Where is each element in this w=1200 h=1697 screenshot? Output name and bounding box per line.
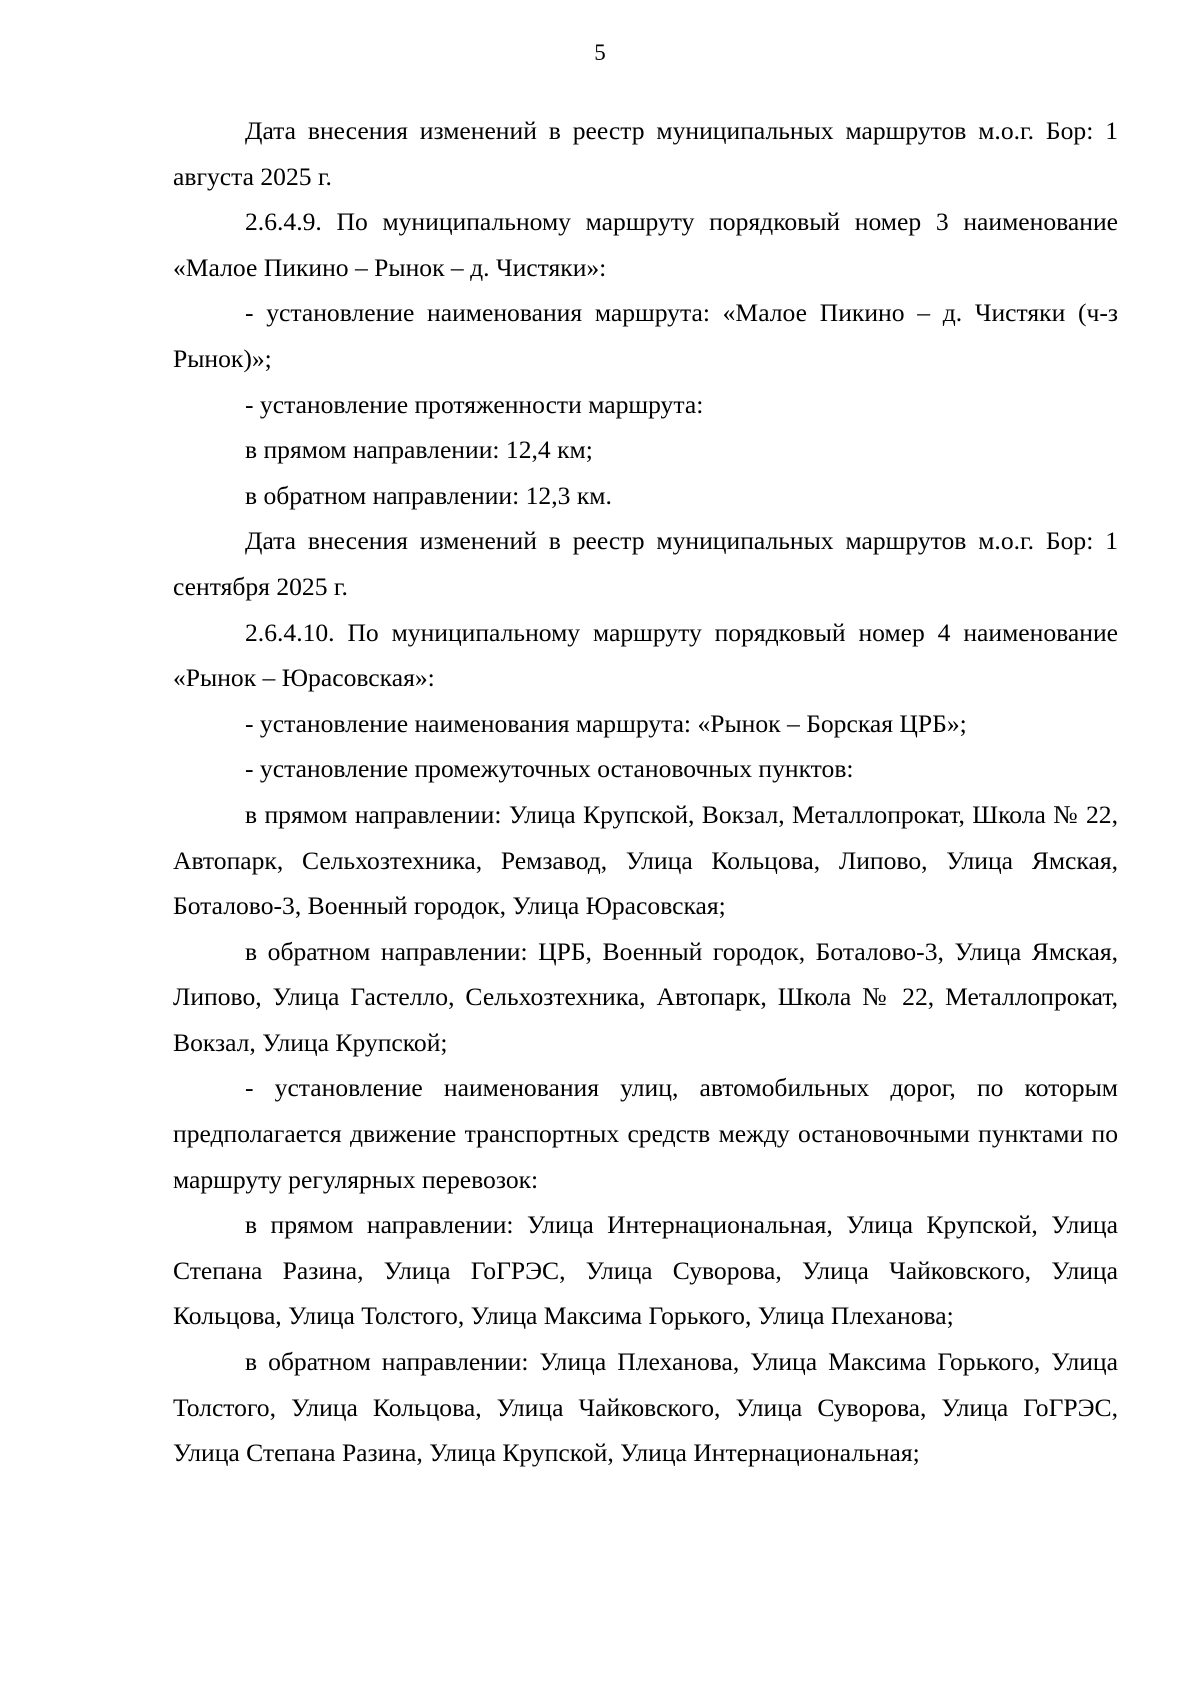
paragraph-route-4-heading: 2.6.4.10. По муниципальному маршруту порядковый номер 4 наименование «Рынок – Юрасовская»: <box>173 617 1118 693</box>
paragraph-route-4-forward-streets: в прямом направлении: Улица Интернациональная, Улица Крупской, Улица Степана Разина, Улица ГоГРЭС, Улица Суворова, Улица Чайковского, Улица Кольцова, Улица Толстого, Улица Максима Горького, Улица Плеханова; <box>173 1210 1118 1331</box>
document-body <box>173 108 1118 1476</box>
paragraph-route-4-reverse-streets: в обратном направлении: Улица Плеханова, Улица Максима Горького, Улица Толстого, Улица Кольцова, Улица Чайковского, Улица Суворова, Улица ГоГРЭС, Улица Степана Разина, Улица Крупской, Улица Интернациональная; <box>173 1347 1118 1468</box>
paragraph-route-4-name: - установление наименования маршрута: «Рынок – Борская ЦРБ»; <box>245 708 967 738</box>
paragraph-route-3-heading: 2.6.4.9. По муниципальному маршруту порядковый номер 3 наименование «Малое Пикино – Рынок – д. Чистяки»: <box>173 207 1118 282</box>
paragraph-route-4-reverse-stops: в обратном направлении: ЦРБ, Военный городок, Боталово-3, Улица Ямская, Липово, Улица Гастелло, Сельхозтехника, Автопарк, Школа № 22, Металлопрокат, Вокзал, Улица Крупской; <box>173 936 1118 1057</box>
paragraph-route-3-reverse-length: в обратном направлении: 12,3 км. <box>245 480 612 510</box>
paragraph-route-3-name: - установление наименования маршрута: «Малое Пикино – д. Чистяки (ч-з Рынок)»; <box>173 298 1118 373</box>
paragraph-route-4-forward-stops: в прямом направлении: Улица Крупской, Вокзал, Металлопрокат, Школа № 22, Автопарк, Сельхозтехника, Ремзавод, Улица Кольцова, Липово, Улица Ямская, Боталово-3, Военный городок, Улица Юрасовская; <box>173 799 1118 921</box>
page-number: 5 <box>594 40 606 65</box>
paragraph-route-4-stops: - установление промежуточных остановочных пунктов: <box>245 754 854 784</box>
paragraph-route-3-length: - установление протяженности маршрута: <box>245 389 704 419</box>
paragraph-registry-date-september: Дата внесения изменений в реестр муниципальных маршрутов м.о.г. Бор: 1 сентября 2025 г. <box>173 526 1118 601</box>
paragraph-route-3-forward-length: в прямом направлении: 12,4 км; <box>245 435 593 465</box>
paragraph-route-4-streets: - установление наименования улиц, автомобильных дорог, по которым предполагается движение транспортных средств между остановочными пунктами по маршруту регулярных перевозок: <box>173 1073 1118 1194</box>
paragraph-registry-date-august: Дата внесения изменений в реестр муниципальных маршрутов м.о.г. Бор: 1 августа 2025 г. <box>173 116 1118 191</box>
